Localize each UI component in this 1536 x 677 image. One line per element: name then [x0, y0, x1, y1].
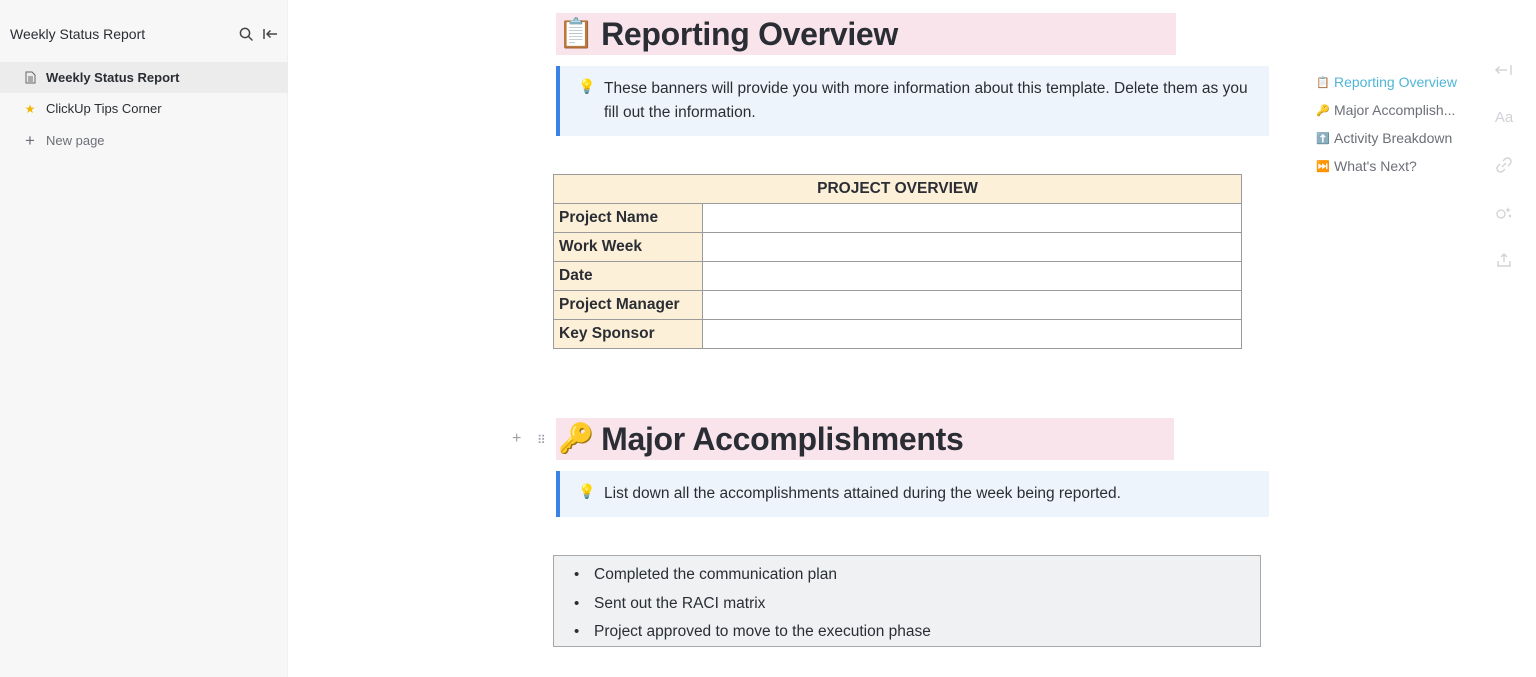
table-row	[554, 320, 1242, 349]
table-header-row	[554, 175, 1242, 204]
drag-handle-icon[interactable]: ⠿	[537, 433, 546, 447]
list-item[interactable]: • Project approved to move to the execution phase	[574, 618, 1260, 647]
info-banner	[556, 66, 1269, 136]
row-value[interactable]	[703, 204, 1242, 233]
clipboard-icon: 📋	[558, 17, 595, 50]
collapse-right-icon[interactable]	[1490, 56, 1518, 84]
project-overview-table	[553, 174, 1242, 349]
list-item[interactable]: • Sent out the RACI matrix	[574, 590, 1260, 619]
toc-item-major-accomplishments[interactable]	[1316, 96, 1476, 124]
heading-reporting-overview	[556, 13, 1176, 55]
next-track-icon: ⏭️	[1316, 160, 1330, 173]
row-label: Project Name	[554, 204, 703, 233]
row-label: Work Week	[554, 233, 703, 262]
info-banner	[556, 471, 1269, 517]
sparkle-icon[interactable]	[1490, 199, 1518, 227]
toc-label: Activity Breakdown	[1334, 130, 1453, 146]
star-icon: ★	[24, 101, 36, 116]
row-value[interactable]	[703, 233, 1242, 262]
table-row	[554, 233, 1242, 262]
table-row	[554, 262, 1242, 291]
heading-major-accomplishments	[556, 418, 1174, 460]
font-size-icon[interactable]: Aa	[1494, 109, 1514, 126]
key-icon: 🔑	[1316, 104, 1330, 117]
heading-text: Major Accomplishments	[601, 420, 964, 457]
collapse-sidebar-icon[interactable]	[262, 26, 278, 42]
plus-icon: +	[25, 130, 35, 150]
sidebar-item-label: New page	[46, 133, 105, 148]
row-value[interactable]	[703, 291, 1242, 320]
toc-item-reporting-overview[interactable]	[1316, 68, 1476, 96]
table-row	[554, 204, 1242, 233]
accomplishments-list-box	[553, 555, 1261, 647]
sidebar-item-clickup-tips-corner[interactable]	[0, 93, 288, 124]
link-icon[interactable]	[1490, 151, 1518, 179]
sidebar-item-label: Weekly Status Report	[46, 70, 180, 85]
toc-item-whats-next[interactable]	[1316, 152, 1476, 180]
toc-item-activity-breakdown[interactable]	[1316, 124, 1476, 152]
document-icon	[22, 70, 38, 86]
banner-text: List down all the accomplishments attained during the week being reported.	[604, 485, 1121, 502]
banner-text: These banners will provide you with more information about this template. Delete them as you fill out the information.	[604, 80, 1248, 121]
row-label: Key Sponsor	[554, 320, 703, 349]
list-item[interactable]: • Completed the communication plan	[574, 561, 1260, 590]
row-label: Date	[554, 262, 703, 291]
table-of-contents	[1316, 68, 1476, 180]
search-icon[interactable]	[238, 26, 254, 42]
row-value[interactable]	[703, 262, 1242, 291]
new-page-button[interactable]	[0, 125, 288, 156]
row-label: Project Manager	[554, 291, 703, 320]
table-row	[554, 291, 1242, 320]
row-value[interactable]	[703, 320, 1242, 349]
table-header: PROJECT OVERVIEW	[554, 175, 1242, 204]
right-toolbar	[1490, 56, 1518, 294]
sidebar-title: Weekly Status Report	[10, 26, 146, 42]
toc-label: Major Accomplish...	[1334, 102, 1456, 118]
heading-text: Reporting Overview	[601, 15, 899, 52]
clipboard-icon: 📋	[1316, 76, 1330, 89]
lightbulb-icon: 💡	[578, 483, 596, 499]
share-icon[interactable]	[1490, 246, 1518, 274]
up-arrow-icon: ⬆️	[1316, 132, 1330, 145]
key-icon: 🔑	[558, 422, 595, 455]
toc-label: Reporting Overview	[1334, 74, 1457, 90]
lightbulb-icon: 💡	[578, 78, 596, 94]
sidebar-header	[10, 24, 278, 44]
block-add-button[interactable]: +	[512, 430, 522, 447]
sidebar-item-label: ClickUp Tips Corner	[46, 101, 162, 116]
sidebar	[0, 0, 288, 677]
toc-label: What's Next?	[1334, 158, 1417, 174]
accomplishments-list	[554, 556, 1260, 647]
sidebar-item-weekly-status-report[interactable]	[0, 62, 288, 93]
